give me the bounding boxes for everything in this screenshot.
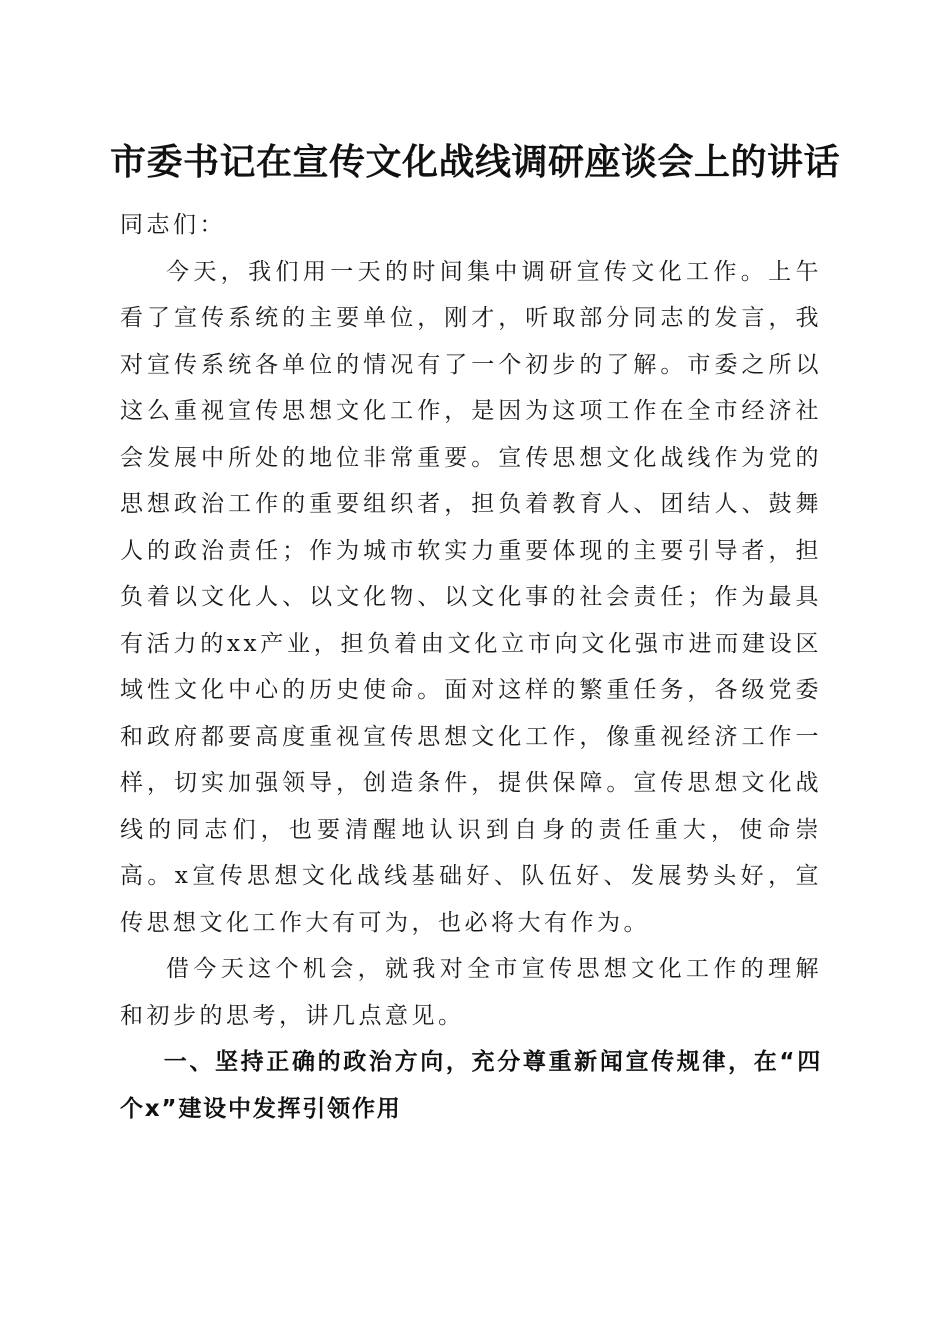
section-heading-1: 一、坚持正确的政治方向，充分尊重新闻宣传规律，在“四个x”建设中发挥引领作用 [120, 1049, 822, 1122]
document-title: 市委书记在宣传文化战线调研座谈会上的讲话 [109, 141, 840, 183]
salutation: 同志们： [120, 212, 226, 238]
document-body [120, 202, 822, 1132]
paragraph-intro: 今天，我们用一天的时间集中调研宣传文化工作。上午看了宣传系统的主要单位，刚才，听取部分同志的发言，我对宣传系统各单位的情况有了一个初步的了解。市委之所以这么重视宣传思想文化工作，是因为这项工作在全市经济社会发展中所处的地位非常重要。宣传思想文化战线作为党的思想政治工作的重要组织者，担负着教育人、团结人、鼓舞人的政治责任；作为城市软实力重要体现的主要引导者，担负着以文化人、以文化物、以文化事的社会责任；作为最具有活力的xx产业，担负着由文化立市向文化强市进而建设区域性文化中心的历史使命。面对这样的繁重任务，各级党委和政府都要高度重视宣传思想文化工作，像重视经济工作一样，切实加强领导，创造条件，提供保障。宣传思想文化战线的同志们，也要清醒地认识到自身的责任重大，使命崇高。x宣传思想文化战线基础好、队伍好、发展势头好，宣传思想文化工作大有可为，也必将大有作为。 [120, 258, 822, 936]
paragraph-transition: 借今天这个机会，就我对全市宣传思想文化工作的理解和初步的思考，讲几点意见。 [120, 956, 822, 1029]
